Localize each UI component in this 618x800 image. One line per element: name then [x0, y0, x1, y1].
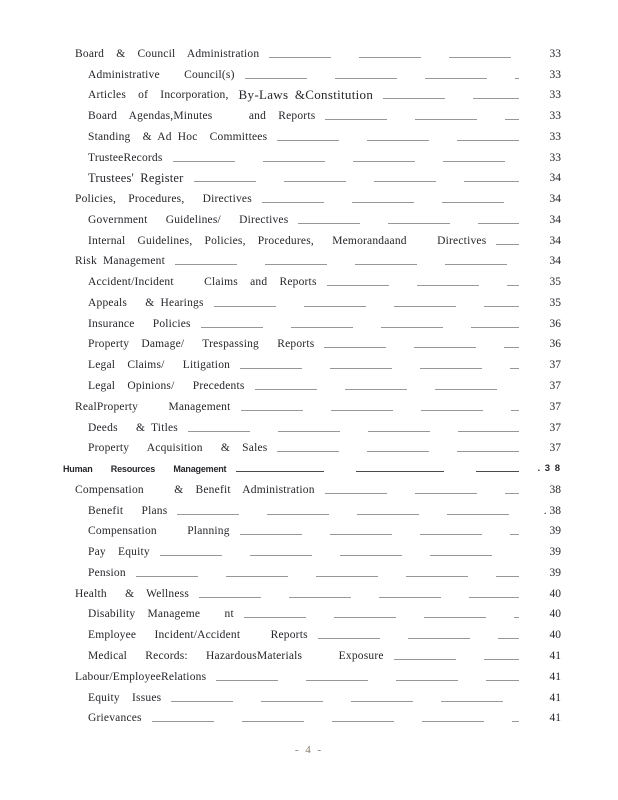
leader-line: [241, 410, 520, 411]
toc-entry: [0, 520, 561, 541]
toc-entry: [0, 603, 561, 624]
page-number: 35: [549, 296, 561, 309]
page-number: 39: [549, 566, 561, 579]
leader-line: [214, 306, 519, 307]
toc-entry-label: Trustees' Register: [88, 171, 184, 186]
leader-line: [245, 78, 519, 79]
toc-entry: [0, 146, 561, 167]
toc-entry-label: Grievances: [88, 712, 142, 725]
toc-entry-label: Policies, Procedures, Directives: [75, 193, 252, 206]
toc-entry: [0, 270, 561, 291]
toc-entry: [0, 125, 561, 146]
page-number: 36: [549, 338, 561, 351]
page-number: 36: [549, 317, 561, 330]
leader-line: [324, 347, 519, 348]
toc-entry: [0, 686, 561, 707]
toc-entry: [0, 374, 561, 395]
leader-line: [394, 659, 519, 660]
toc-entry: [0, 229, 561, 250]
page-number: 33: [549, 151, 561, 164]
leader-line: [177, 514, 519, 515]
toc-entry: [0, 84, 561, 105]
leader-line: [277, 451, 519, 452]
leader-line: [188, 431, 519, 432]
leader-line: [325, 493, 519, 494]
toc-entry: [0, 416, 561, 437]
toc-entry-label: Pension: [88, 566, 126, 579]
page-number: 33: [549, 68, 561, 81]
toc-entry: [0, 333, 561, 354]
leader-line: [383, 98, 519, 99]
page-number: 41: [549, 712, 561, 725]
toc-entry: [0, 312, 561, 333]
toc-entry: [0, 167, 561, 188]
page-number: 41: [549, 670, 561, 683]
toc-entry: [0, 291, 561, 312]
toc-entry: [0, 478, 561, 499]
page-number: 34: [549, 255, 561, 268]
toc-entry-label: Standing & Ad Hoc Committees: [88, 130, 268, 143]
leader-line: [496, 244, 519, 245]
toc-entry-label: Medical Records: HazardousMaterials Exposure: [88, 649, 384, 662]
leader-line: [152, 721, 519, 722]
leader-line: [262, 202, 519, 203]
toc-entry-label: Government Guidelines/ Directives: [88, 213, 289, 226]
leader-line: [325, 119, 519, 120]
page-number: 34: [549, 172, 561, 185]
leader-line: [199, 597, 519, 598]
toc-entry-label: Board & Council Administration: [75, 47, 260, 60]
toc-entry-label: Appeals & Hearings: [88, 296, 204, 309]
toc-entry-label: Benefit Plans: [88, 504, 168, 517]
toc-entry: [0, 250, 561, 271]
toc-entry-label: Internal Guidelines, Policies, Procedures, Memorandaand Directives: [88, 234, 487, 247]
toc-entry-label: Deeds & Titles: [88, 421, 178, 434]
toc-entry-label: Insurance Policies: [88, 317, 191, 330]
toc-entry-label: Pay Equity: [88, 546, 150, 559]
leader-line: [277, 140, 519, 141]
toc-entry-label: Legal Claims/ Litigation: [88, 359, 231, 372]
toc-entry: [0, 437, 561, 458]
toc-entry: [0, 644, 561, 665]
toc-entry: [0, 63, 561, 84]
leader-line: [201, 327, 519, 328]
page-number: 33: [549, 130, 561, 143]
leader-line: [194, 181, 519, 182]
toc-entry-label: Property Acquisition & Sales: [88, 442, 268, 455]
leader-line: [298, 223, 519, 224]
page-number: 35: [549, 276, 561, 289]
toc-entry-label: Health & Wellness: [75, 587, 189, 600]
page-number: 39: [549, 525, 561, 538]
toc-entry-label: TrusteeRecords: [88, 151, 163, 164]
toc-entry: [0, 561, 561, 582]
page-number: 37: [549, 442, 561, 455]
toc-entry-label: Human Resources Management: [63, 464, 227, 475]
toc-entry-label: Equity Issues: [88, 691, 162, 704]
leader-line: [240, 368, 519, 369]
leader-line: [255, 389, 519, 390]
toc-entry-label: Legal Opinions/ Precedents: [88, 380, 245, 393]
toc-entry-label: Disability Manageme nt: [88, 608, 234, 621]
table-of-contents: [0, 42, 561, 727]
toc-entry: [0, 707, 561, 728]
toc-entry: [0, 582, 561, 603]
toc-entry: [0, 665, 561, 686]
page-number: 34: [549, 234, 561, 247]
toc-entry: [0, 42, 561, 63]
toc-entry: [0, 104, 561, 125]
page-number: . 38: [543, 504, 561, 517]
toc-entry-label: Compensation & Benefit Administration: [75, 483, 315, 496]
toc-entry-label: Administrative Council(s): [88, 68, 235, 81]
page-number: 39: [549, 546, 561, 559]
page-number: 41: [549, 649, 561, 662]
page-number: . 3 8: [537, 463, 561, 475]
page-number: 40: [549, 587, 561, 600]
leader-line: [160, 555, 519, 556]
toc-entry: [0, 187, 561, 208]
page-number: 37: [549, 400, 561, 413]
page-number: 33: [549, 47, 561, 60]
toc-entry: [0, 499, 561, 520]
page-number: 37: [549, 421, 561, 434]
leader-line: [269, 57, 519, 58]
toc-entry-label: Board Agendas,Minutes and Reports: [88, 110, 316, 123]
toc-entry-label: Accident/Incident Claims and Reports: [88, 276, 317, 289]
page-number: 37: [549, 380, 561, 393]
toc-entry-label: Risk Management: [75, 255, 165, 268]
leader-line: [240, 534, 519, 535]
page-number-footer: - 4 -: [294, 744, 324, 756]
toc-entry: [0, 208, 561, 229]
leader-line: [175, 264, 519, 265]
leader-line: [244, 617, 519, 618]
leader-line: [136, 576, 519, 577]
leader-line: [327, 285, 519, 286]
toc-entry-label: Employee Incident/Accident Reports: [88, 629, 308, 642]
leader-line: [173, 161, 519, 162]
page-number: 33: [549, 89, 561, 102]
page-number: 34: [549, 213, 561, 226]
toc-entry: [0, 540, 561, 561]
page-number: 37: [549, 359, 561, 372]
page-number: 40: [549, 629, 561, 642]
leader-line: [171, 701, 519, 702]
leader-line: [318, 638, 519, 639]
leader-line: [216, 680, 519, 681]
page-number: 40: [549, 608, 561, 621]
toc-entry: [0, 623, 561, 644]
toc-entry: [0, 353, 561, 374]
page-number: 33: [549, 110, 561, 123]
toc-entry-label: Compensation Planning: [88, 525, 230, 538]
toc-entry-label: RealProperty Management: [75, 400, 231, 413]
leader-line: [236, 471, 519, 473]
toc-entry-label: Articles of Incorporation,: [88, 89, 229, 102]
page-number: 38: [549, 483, 561, 496]
toc-entry-label: Property Damage/ Trespassing Reports: [88, 338, 315, 351]
toc-entry-label-secondary: By-Laws &Constitution: [238, 87, 374, 103]
toc-entry-label: Labour/EmployeeRelations: [75, 670, 207, 683]
toc-entry: [0, 395, 561, 416]
toc-entry: [0, 457, 561, 478]
page-number: 41: [549, 691, 561, 704]
page-number: 34: [549, 193, 561, 206]
